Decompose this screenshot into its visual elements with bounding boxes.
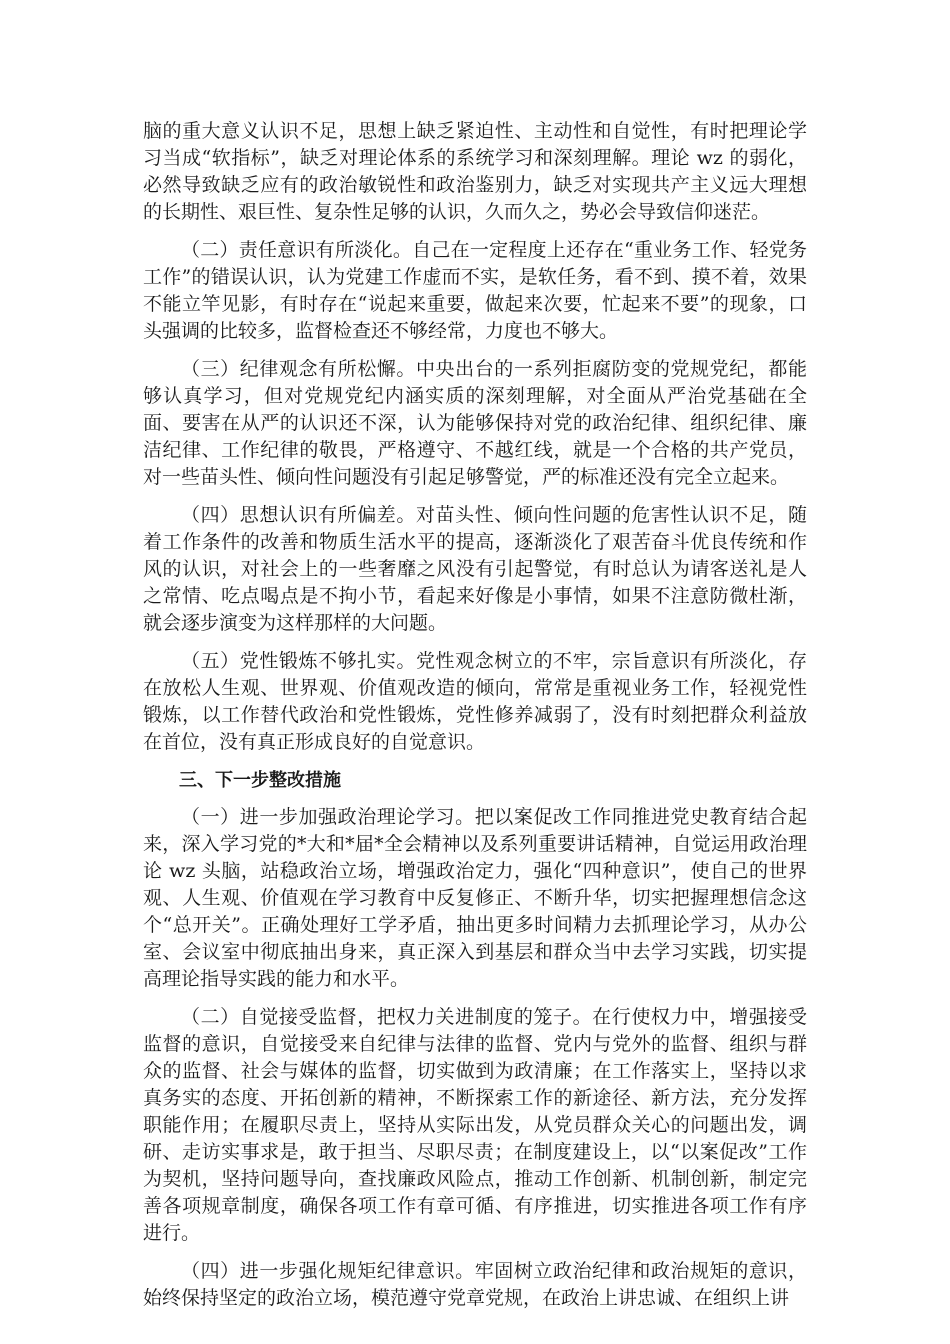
body-paragraph-thinking: （四）思想认识有所偏差。对苗头性、倾向性问题的危害性认识不足，随着工作条件的改善和物质生活水平的提高，逐渐淡化了艰苦奋斗优良传统和作风的认识，对社会上的一些奢靡之风没有引起警觉，有时总认为请客送礼是人之常情、吃点喝点是不拘小节，看起来好像是小事情，如果不注意防微杜渐，就会逐步演变为这样那样的大问题。: [143, 504, 807, 634]
body-paragraph-responsibility: （二）责任意识有所淡化。自己在一定程度上还存在“重业务工作、轻党务工作”的错误认识，认为党建工作虚而不实，是软任务，看不到、摸不着，效果不能立竿见影，有时存在“说起来重要，做起来次要，忙起来不要”的现象，口头强调的比较多，监督检查还不够经常，力度也不够大。: [143, 239, 807, 342]
body-paragraph-supervision: （二）自觉接受监督，把权力关进制度的笼子。在行使权力中，增强接受监督的意识，自觉接受来自纪律与法律的监督、党内与党外的监督、组织与群众的监督、社会与媒体的监督，切实做到为政清廉；在工作落实上，坚持以求真务实的态度、开拓创新的精神，不断探索工作的新途径、新方法，充分发挥职能作用；在履职尽责上，坚持从实际出发，从党员群众关心的问题出发，调研、走访实事求是，敢于担当、尽职尽责；在制度建设上，以“以案促改”工作为契机，坚持问题导向，查找廉政风险点，推动工作创新、机制创新，制定完善各项规章制度，确保各项工作有章可循、有序推进，切实推进各项工作有序进行。: [143, 1006, 807, 1244]
body-paragraph-party-spirit: （五）党性锻炼不够扎实。党性观念树立的不牢，宗旨意识有所淡化，存在放松人生观、世界观、价值观改造的倾向，常常是重视业务工作，轻视党性锻炼，以工作替代政治和党性锻炼，党性修养减弱了，没有时刻把群众利益放在首位，没有真正形成良好的自觉意识。: [143, 650, 807, 753]
body-paragraph-theory-study: （一）进一步加强政治理论学习。把以案促改工作同推进党史教育结合起来，深入学习党的*大和*届*全会精神以及系列重要讲话精神，自觉运用政治理论 wz 头脑，站稳政治立场，增强政治定力，强化“四种意识”，使自己的世界观、人生观、价值观在学习教育中反复修正、不断升华，切实把握理想信念这个“总开关”。正确处理好工学矛盾，抽出更多时间精力去抓理论学习，从办公室、会议室中彻底抽出身来，真正深入到基层和群众当中去学习实践，切实提高理论指导实践的能力和水平。: [143, 806, 807, 990]
body-paragraph-continuation: 脑的重大意义认识不足，思想上缺乏紧迫性、主动性和自觉性，有时把理论学习当成“软指标”，缺乏对理论体系的系统学习和深刻理解。理论 wz 的弱化，必然导致缺乏应有的政治敏锐性和政治鉴别力，缺乏对实现共产主义远大理想的长期性、艰巨性、复杂性足够的认识，久而久之，势必会导致信仰迷茫。: [143, 120, 807, 223]
document-page: [143, 118, 807, 1323]
body-paragraph-rules-awareness: （四）进一步强化规矩纪律意识。牢固树立政治纪律和政治规矩的意识，始终保持坚定的政治立场，模范遵守党章党规，在政治上讲忠诚、在组织上讲: [143, 1260, 807, 1309]
section-heading: 三、下一步整改措施: [179, 770, 341, 791]
body-paragraph-discipline: （三）纪律观念有所松懈。中央出台的一系列拒腐防变的党规党纪，都能够认真学习，但对党规党纪内涵实质的深刻理解，对全面从严治党基础在全面、要害在从严的认识还不深，认为能够保持对党的政治纪律、组织纪律、廉洁纪律、工作纪律的敬畏，严格遵守、不越红线，就是一个合格的共产党员，对一些苗头性、倾向性问题没有引起足够警觉，严的标准还没有完全立起来。: [143, 358, 807, 488]
